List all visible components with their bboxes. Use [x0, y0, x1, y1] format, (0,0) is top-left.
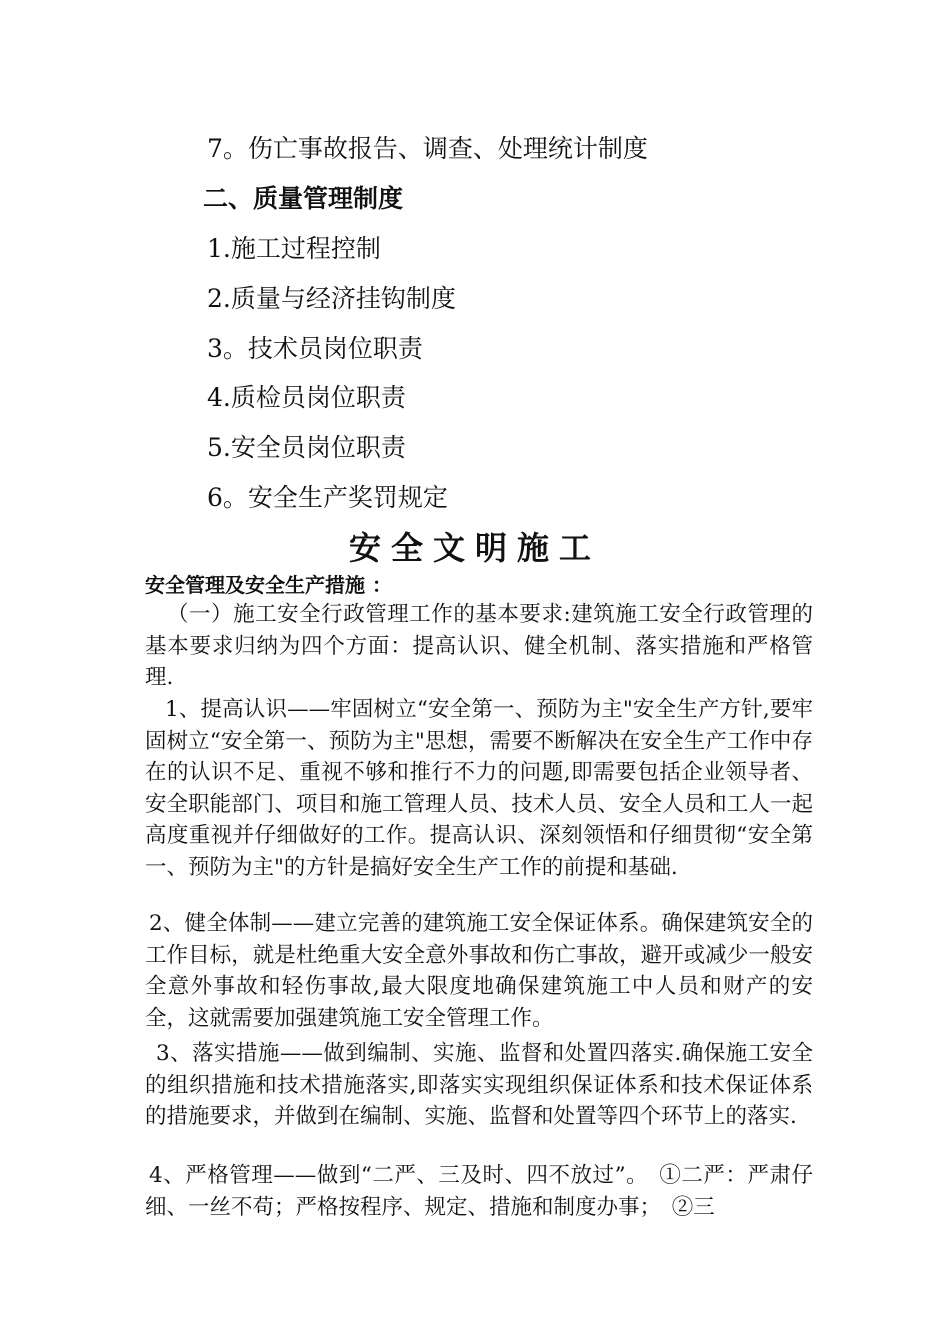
paragraph-admin-requirements: （一）施工安全行政管理工作的基本要求:建筑施工安全行政管理的基本要求归纳为四个方面：提高认识、健全机制、落实措施和严格管理. [145, 602, 813, 690]
list-item: 4.质检员岗位职责 [207, 383, 406, 412]
section-heading-quality: 二、质量管理制度 [203, 184, 404, 213]
paragraph-implement-measures: 3、落实措施——做到编制、实施、监督和处置四落实.确保施工安全的组织措施和技术措施落实,即落实实现组织保证体系和技术保证体系的措施要求，并做到在编制、实施、监督和处置等四个环节上的落实. [145, 1041, 813, 1129]
list-item: 5.安全员岗位职责 [207, 433, 406, 462]
list-item: 1.施工过程控制 [207, 234, 381, 263]
list-item-injury-report: 7。伤亡事故报告、调查、处理统计制度 [207, 134, 648, 163]
list-item: 3。技术员岗位职责 [207, 334, 423, 363]
list-item: 6。安全生产奖罚规定 [207, 483, 448, 512]
page-title: 安全文明施工 [348, 529, 601, 567]
paragraph-improve-system: 2、健全体制——建立完善的建筑施工安全保证体系。确保建筑安全的工作目标，就是杜绝重大安全意外事故和伤亡事故，避开或减少一般安全意外事故和轻伤事故,最大限度地确保建筑施工中人员和财产的安全，这就需要加强建筑施工安全管理工作。 [145, 911, 813, 1031]
sub-heading-safety-measures: 安全管理及安全生产措施 ： [145, 573, 392, 597]
paragraph-strict-management: 4、严格管理——做到“二严、三及时、四不放过”。 ①二严：严肃仔细、一丝不苟；严格按程序、规定、措施和制度办事； ②三 [145, 1163, 813, 1220]
list-item: 2.质量与经济挂钩制度 [207, 284, 456, 313]
paragraph-raise-awareness: 1、提高认识——牢固树立“安全第一、预防为主"安全生产方针,要牢固树立“安全第一、预防为主"思想，需要不断解决在安全生产工作中存在的认识不足、重视不够和推行不力的问题,即需要包括企业领导者、安全职能部门、项目和施工管理人员、技术人员、安全人员和工人一起高度重视并仔细做好的工作。提高认识、深刻领悟和仔细贯彻“安全第一、预防为主"的方针是搞好安全生产工作的前提和基础. [145, 697, 813, 880]
